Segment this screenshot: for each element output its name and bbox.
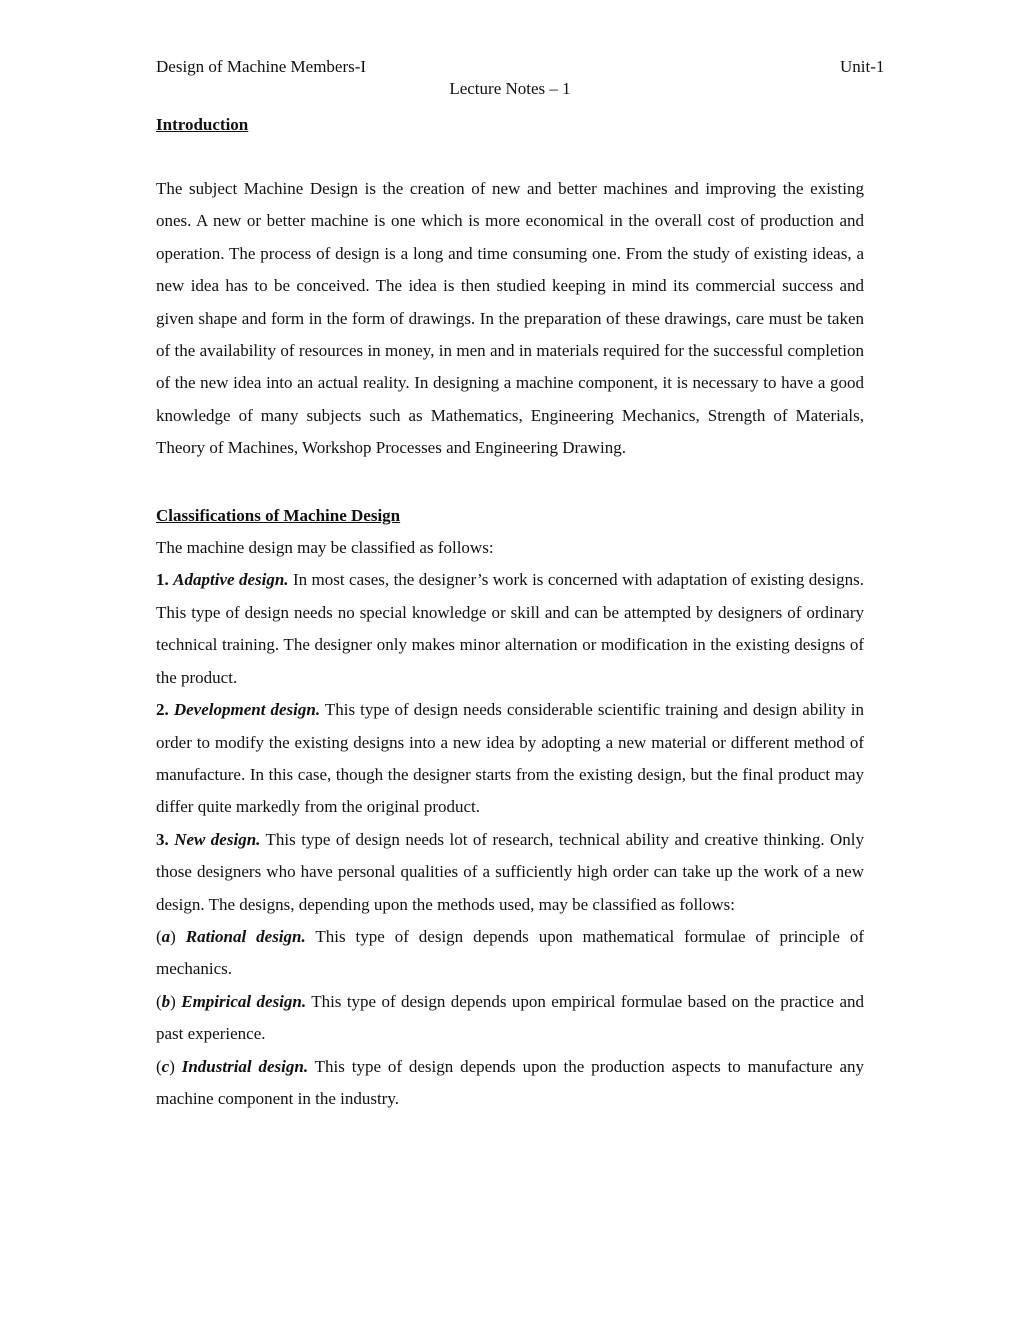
item-number: 2. xyxy=(156,700,169,720)
subitem-text: This type of design depends upon mathematical formulae of principle of mechanics. xyxy=(156,926,864,979)
item-title: New design. xyxy=(174,829,261,849)
sub-list-item: (c) Industrial design. This type of design depends upon the production aspects to manufacture any machine component in the industry. xyxy=(156,1056,864,1108)
classifications-lead: The machine design may be classified as follows: xyxy=(156,538,494,558)
sub-list-item: (b) Empirical design. This type of design depends upon empirical formulae based on the practice and past experience. xyxy=(156,991,864,1044)
subitem-title: Empirical design. xyxy=(181,991,307,1011)
introduction-heading: Introduction xyxy=(156,115,249,134)
item-text: This type of design needs considerable scientific training and design ability in order to modify the existing designs into a new idea by adopting a new material or different method of manufacture. In this case, though the designer starts from the existing design, but the final product may differ quite markedly from the original product. xyxy=(156,700,865,817)
subitem-text: This type of design depends upon the production aspects to manufacture any machine component in the industry. xyxy=(156,1056,864,1108)
subitem-letter: c xyxy=(161,1056,170,1076)
list-item xyxy=(156,694,864,824)
document-body xyxy=(156,113,864,1115)
subitem-letter: b xyxy=(161,991,171,1011)
classifications-heading: Classifications of Machine Design xyxy=(156,505,401,525)
list-item xyxy=(156,824,864,921)
item-text: This type of design needs lot of research, technical ability and creative thinking. Only those designers who have personal qualities of a sufficiently high order can take up the work of a new design. The designs, depending upon the methods used, may be classified as follows: xyxy=(156,829,865,914)
course-title: Design of Machine Members-I xyxy=(156,57,367,76)
sub-list-item: (a) Rational design. This type of design depends upon mathematical formulae of principle of mechanics. xyxy=(156,926,864,979)
introduction-paragraph: The subject Machine Design is the creation of new and better machines and improving the existing ones. A new or better machine is one which is more economical in the overall cost of production and operation. The process of design is a long and time consuming one. From the study of existing ideas, a new idea has to be conceived. The idea is then studied keeping in mind its commercial success and given shape and form in the form of drawings. In the preparation of these drawings, care must be taken of the availability of resources in money, in men and in materials required for the successful completion of the new idea into an actual reality. In designing a machine component, it is necessary to have a good knowledge of many subjects such as Mathematics, Engineering Mechanics, Strength of Materials, Theory of Machines, Workshop Processes and Engineering Drawing. xyxy=(156,179,864,458)
list-item xyxy=(156,564,864,694)
lecture-notes-title: Lecture Notes – 1 xyxy=(449,79,571,98)
item-number: 1. xyxy=(156,570,169,590)
subitem-text: This type of design depends upon empirical formulae based on the practice and past experience. xyxy=(156,991,864,1044)
unit-label: Unit-1 xyxy=(840,57,885,76)
item-title: Adaptive design. xyxy=(173,570,289,590)
item-number: 3. xyxy=(156,829,169,849)
subitem-letter: a xyxy=(161,926,171,946)
item-title: Development design. xyxy=(173,700,321,720)
subitem-title: Industrial design. xyxy=(181,1056,309,1076)
item-text: In most cases, the designer’s work is concerned with adaptation of existing designs. This type of design needs no special knowledge or skill and can be attempted by designers of ordinary technical training. The designer only makes minor alternation or modification in the existing designs of the product. xyxy=(156,570,865,687)
subitem-title: Rational design. xyxy=(185,926,306,946)
